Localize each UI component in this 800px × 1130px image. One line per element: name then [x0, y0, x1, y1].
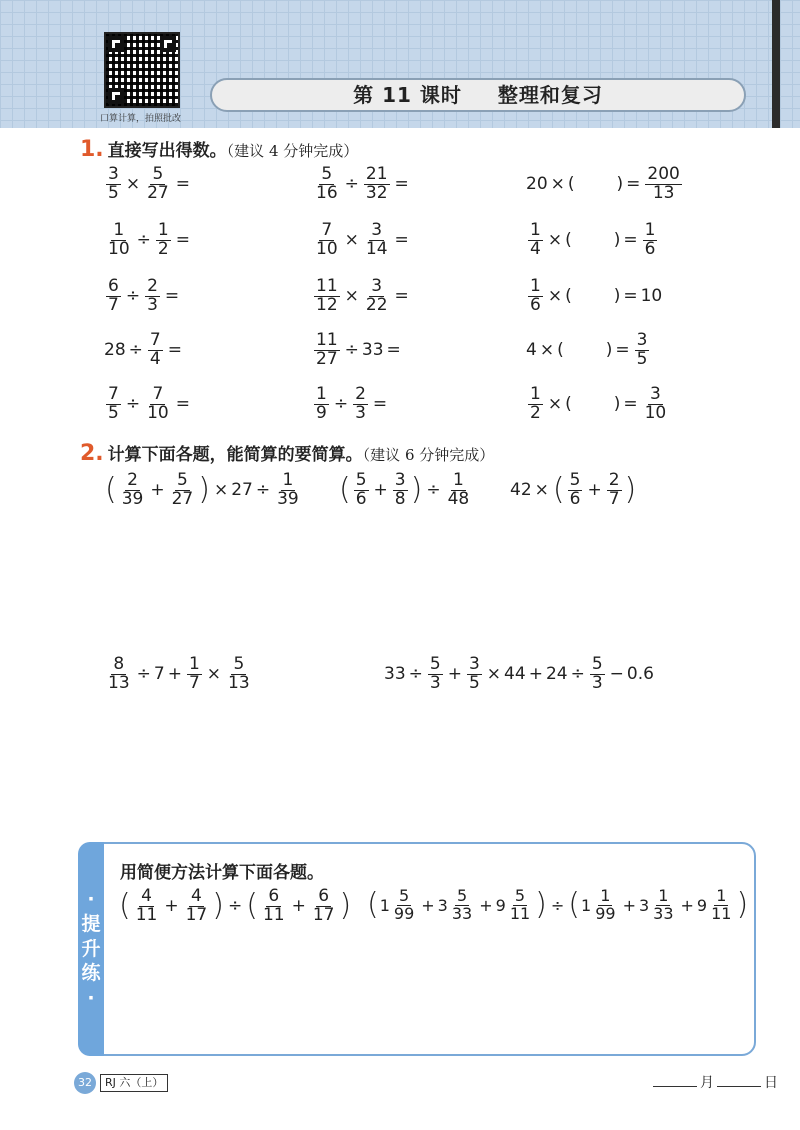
- panel-calc-1: ( $\frac{4}{11}$ + $\frac{4}{17}$ ) ÷ ( $\frac{6}{11}$ + $\frac{6}{17}$ ): [119, 886, 352, 925]
- exercise-1-3[interactable]: 20 × ( ) = $\frac{200}{13}$: [526, 164, 680, 203]
- qr-code-icon[interactable]: [104, 32, 180, 108]
- edition-tag: RJ 六（上）: [100, 1074, 168, 1092]
- lesson-title: 整理和复习: [497, 83, 603, 107]
- exercise-1-1: $\frac{3}{5}$ × $\frac{5}{27}$ =: [108, 164, 190, 203]
- qr-caption: 口算计算，拍照批改: [100, 114, 182, 124]
- qr-finder-icon: [108, 36, 124, 52]
- calc-2-3: 42 × ( $\frac{5}{6}$ + $\frac{2}{7}$ ): [510, 470, 637, 509]
- section-1-heading: 1. 直接写出得数。（建议 4 分钟完成）: [80, 137, 359, 162]
- section-2-heading: 2. 计算下面各题，能简算的要简算。（建议 6 分钟完成）: [80, 441, 495, 466]
- qr-finder-icon: [160, 36, 176, 52]
- exercise-1-5: $\frac{7}{10}$ × $\frac{3}{14}$ =: [316, 220, 409, 259]
- calc-2-5: 33 ÷ $\frac{5}{3}$ + $\frac{3}{5}$ × 44 + 24 ÷ $\frac{5}{3}$ − 0.6: [384, 654, 654, 693]
- panel-calc-2: ( 1 $\frac{5}{99}$ + 3 $\frac{5}{33}$ + 9 $\frac{5}{11}$ ) ÷ ( 1 $\frac{1}{99}$ + 3 $\frac{1}{33}$ + 9 $\frac{1}{11}$ ): [367, 886, 749, 923]
- exercise-1-9[interactable]: $\frac{1}{6}$ × ( ) = 10: [530, 276, 663, 315]
- lesson-number: 第 11 课时: [353, 83, 462, 107]
- page-number: 32: [74, 1072, 96, 1094]
- exercise-1-2: $\frac{5}{16}$ ÷ $\frac{21}{32}$ =: [316, 164, 409, 203]
- page-edge-bar: [772, 0, 780, 128]
- exercise-1-12[interactable]: 4 × ( ) = $\frac{3}{5}$: [526, 330, 648, 369]
- qr-finder-icon: [108, 88, 124, 104]
- lesson-title-bar: [210, 78, 746, 112]
- exercise-1-14: $\frac{1}{9}$ ÷ $\frac{2}{3}$ =: [316, 384, 388, 423]
- day-blank[interactable]: [717, 1072, 761, 1087]
- exercise-1-11: $\frac{11}{27}$ ÷ 33 =: [316, 330, 401, 369]
- exercise-1-6[interactable]: $\frac{1}{4}$ × ( ) = $\frac{1}{6}$: [530, 220, 656, 259]
- exercise-1-13: $\frac{7}{5}$ ÷ $\frac{7}{10}$ =: [108, 384, 190, 423]
- exercise-1-8: $\frac{11}{12}$ × $\frac{3}{22}$ =: [316, 276, 409, 315]
- calc-2-2: ( $\frac{5}{6}$ + $\frac{3}{8}$ ) ÷ $\frac{1}{48}$: [339, 470, 470, 509]
- panel-side-tab: · 提 升 练 ·: [78, 842, 104, 1056]
- exercise-1-15[interactable]: $\frac{1}{2}$ × ( ) = $\frac{3}{10}$: [530, 384, 667, 423]
- exercise-1-4: $\frac{1}{10}$ ÷ $\frac{1}{2}$ =: [108, 220, 190, 259]
- calc-2-1: ( $\frac{2}{39}$ + $\frac{5}{27}$ ) × 27 ÷ $\frac{1}{39}$: [105, 470, 299, 509]
- calc-2-4: $\frac{8}{13}$ ÷ 7 + $\frac{1}{7}$ × $\frac{5}{13}$: [108, 654, 250, 693]
- date-field[interactable]: 月 日: [650, 1072, 778, 1092]
- exercise-1-10: 28 ÷ $\frac{7}{4}$ =: [104, 330, 182, 369]
- month-blank[interactable]: [653, 1072, 697, 1087]
- panel-title: 用简便方法计算下面各题。: [120, 863, 324, 883]
- exercise-1-7: $\frac{6}{7}$ ÷ $\frac{2}{3}$ =: [108, 276, 180, 315]
